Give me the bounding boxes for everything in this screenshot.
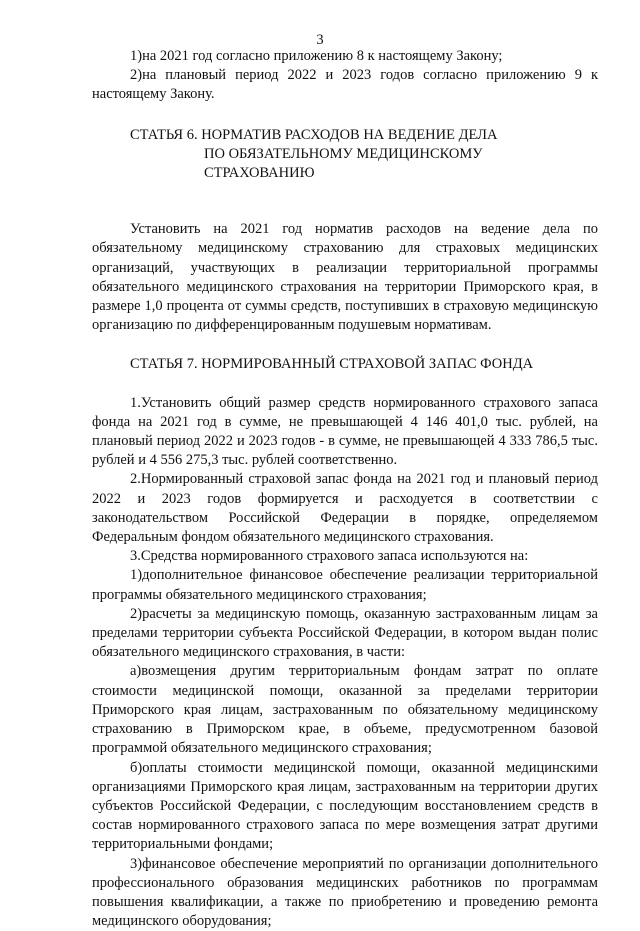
spacer xyxy=(92,183,598,220)
intro-item: 1)на 2021 год согласно приложению 8 к настоящему Закону; xyxy=(130,48,503,64)
article-7-paragraph: 2.Нормированный страховой запас фонда на 2021 год и плановый период 2022 и 2023 годов формируется и расходуется в соответствии с законодательством Российской Федерации в порядке, определяемом Федеральным фондом обязательного медицинского страхования. xyxy=(92,471,598,546)
article-7-paragraph: 1.Установить общий размер средств нормированного страхового запаса фонда на 2021 год в сумме, не превышающей 4 146 401,0 тыс. рублей, на плановый период 2022 и 2023 годов - в сумме, не превышающей 4 333 786,5 тыс. рублей и 4 556 275,3 тыс. рублей соответственно. xyxy=(92,394,598,469)
article-7-heading: СТАТЬЯ 7. НОРМИРОВАННЫЙ СТРАХОВОЙ ЗАПАС ФОНДА xyxy=(130,356,534,373)
page-number: 3 xyxy=(316,32,324,48)
article-7-paragraph: б)оплаты стоимости медицинской помощи, оказанной медицинскими организациями Приморского края лицам, застрахованным на территории других субъектов Российской Федерации, с последующим восстановлением средств в состав нормированного страхового запаса по мере возмещения затрат другими территориальными фондами; xyxy=(92,759,598,853)
article-6-heading xyxy=(92,126,598,184)
article-7-paragraph: 1)дополнительное финансовое обеспечение реализации территориальной программы обязательного медицинского страхования; xyxy=(92,567,598,603)
spacer xyxy=(92,375,598,394)
intro-item: 2)на плановый период 2022 и 2023 годов согласно приложению 9 к настоящему Закону. xyxy=(92,67,598,103)
article-7-paragraph: 3.Средства нормированного страхового запаса используются на: xyxy=(130,548,529,565)
article-7-paragraph: а)возмещения другим территориальным фондам затрат по оплате стоимости медицинской помощи, оказанной за пределами территории Приморского края лицам, застрахованным по обязательному медицинскому страхованию в Приморском крае, в объеме, предусмотренном базовой программой обязательного медицинского страхования; xyxy=(92,663,598,757)
article-6-body: Установить на 2021 год норматив расходов на ведение дела по обязательному медицинскому страхованию для страховых медицинских организаций, участвующих в реализации территориальной программы обязательного медицинского страхования на территории Приморского края, в размере 1,0 процента от суммы средств, поступивших в страховую медицинскую организацию по дифференцированным подушевым нормативам. xyxy=(92,221,598,334)
article-6-title-line1: СТАТЬЯ 6. НОРМАТИВ РАСХОДОВ НА ВЕДЕНИЕ ДЕЛА xyxy=(130,126,498,143)
page-content xyxy=(92,47,598,931)
article-7-paragraph: 3)финансовое обеспечение мероприятий по организации дополнительного профессионального образования медицинских работников по программам повышения квалификации, а также по приобретению и проведению ремонта медицинского оборудования; xyxy=(92,855,598,930)
article-6-title-line2: ПО ОБЯЗАТЕЛЬНОМУ МЕДИЦИНСКОМУ xyxy=(204,145,483,162)
article-6-title-line3: СТРАХОВАНИЮ xyxy=(204,165,315,182)
article-7-paragraph: 2)расчеты за медицинскую помощь, оказанную застрахованным лицам за пределами территории субъекта Российской Федерации, в котором выдан полис обязательного медицинского страхования, в части: xyxy=(92,605,598,661)
